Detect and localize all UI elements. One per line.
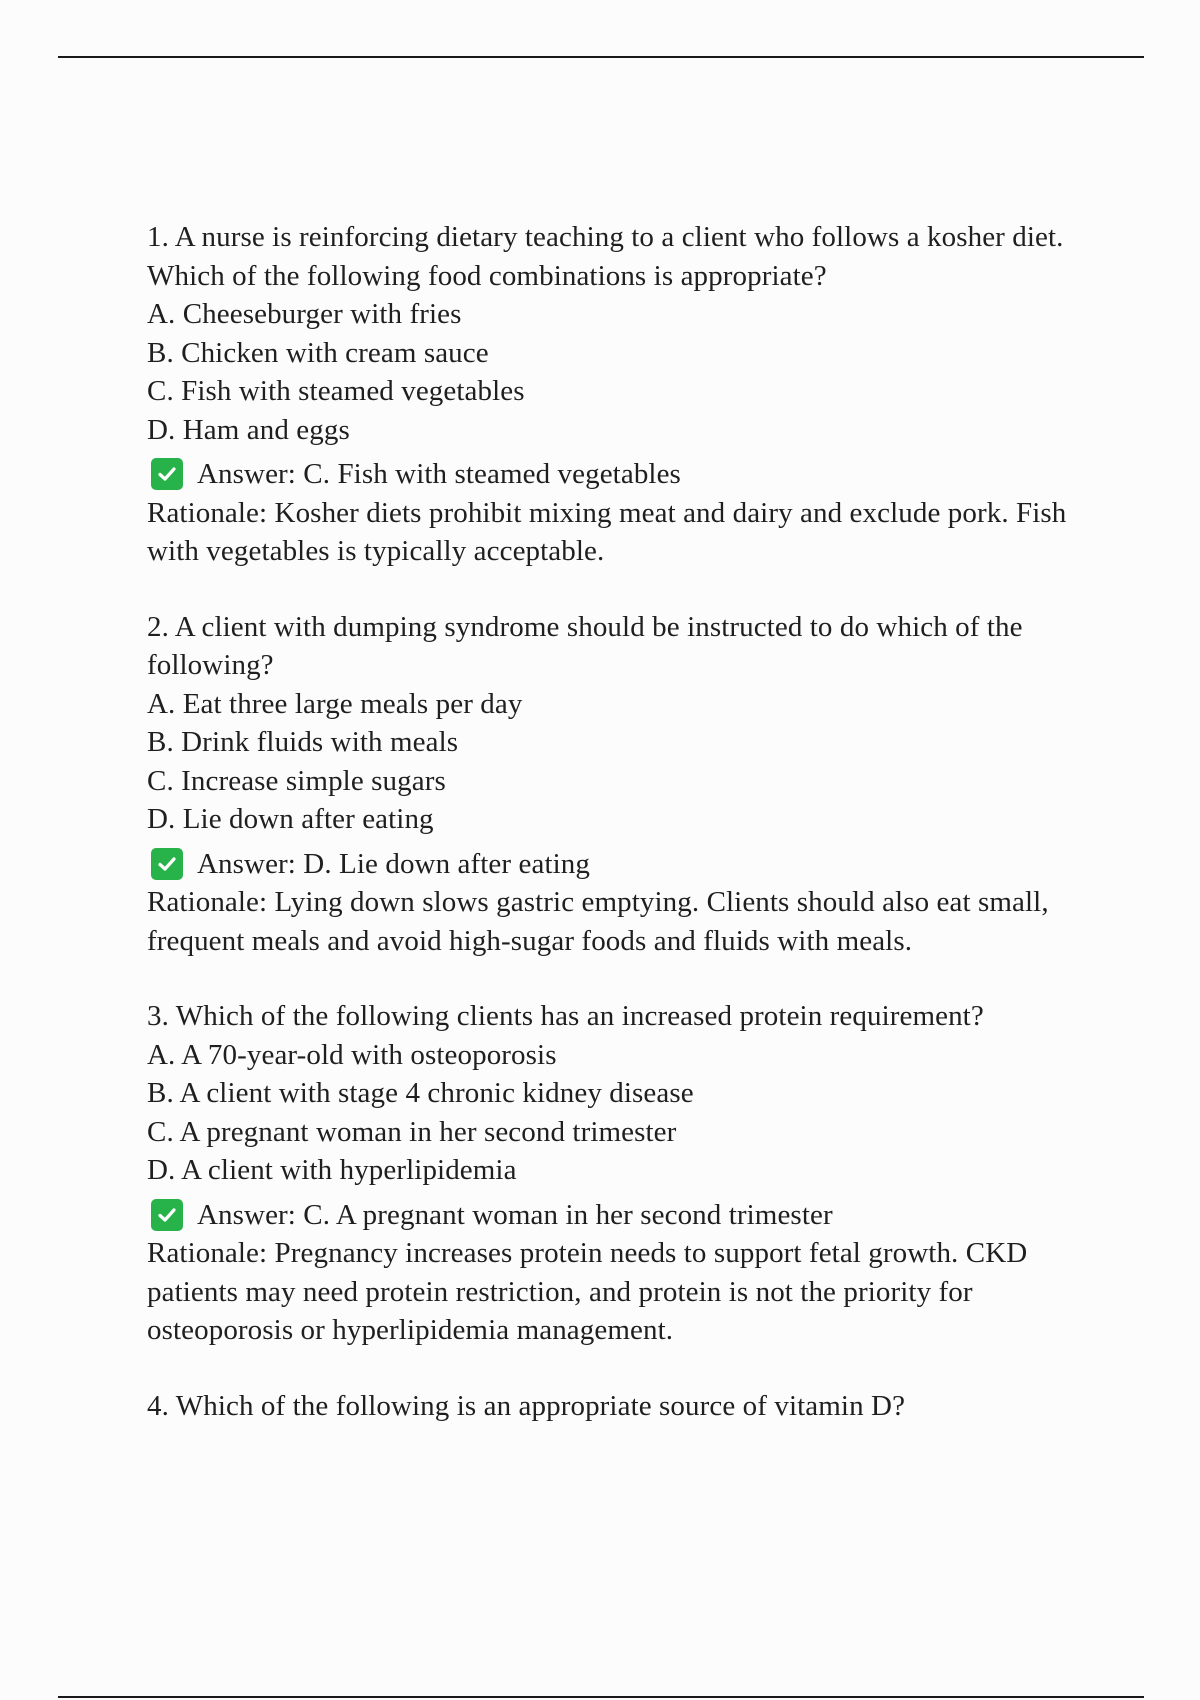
option-b: B. Drink fluids with meals <box>147 726 459 758</box>
rationale: Rationale: Lying down slows gastric emptying. Clients should also eat small, frequent meals and avoid high-sugar foods and fluids with meals. <box>147 886 1049 957</box>
rationale: Rationale: Pregnancy increases protein needs to support fetal growth. CKD patients may need protein restriction, and protein is not the priority for osteoporosis or hyperlipidemia management. <box>147 1237 1028 1346</box>
option-a: A. Cheeseburger with fries <box>147 298 462 330</box>
answer-line <box>147 455 1107 494</box>
check-mark-icon <box>151 458 183 490</box>
option-c: C. A pregnant woman in her second trimester <box>147 1115 677 1148</box>
check-mark-icon <box>151 1199 183 1231</box>
option-c: C. Fish with steamed vegetables <box>147 375 525 407</box>
check-mark-icon <box>151 848 183 880</box>
question-text: 2. A client with dumping syndrome should be instructed to do which of the following? <box>147 610 1023 681</box>
option-c: C. Increase simple sugars <box>147 764 446 797</box>
question-text: 3. Which of the following clients has an increased protein requirement? <box>147 1000 984 1032</box>
answer-text: Answer: C. Fish with steamed vegetables <box>197 458 681 490</box>
bottom-rule <box>58 1696 1144 1698</box>
option-d: D. Ham and eggs <box>147 413 350 446</box>
option-a: A. A 70-year-old with osteoporosis <box>147 1038 557 1071</box>
option-b: B. Chicken with cream sauce <box>147 336 489 369</box>
rationale: Rationale: Kosher diets prohibit mixing meat and dairy and exclude pork. Fish with vegetables is typically acceptable. <box>147 496 1067 567</box>
document-body <box>147 218 1107 1462</box>
answer-text: Answer: D. Lie down after eating <box>197 847 590 880</box>
top-rule <box>58 56 1144 58</box>
option-b: B. A client with stage 4 chronic kidney disease <box>147 1077 694 1109</box>
option-a: A. Eat three large meals per day <box>147 687 523 720</box>
answer-line <box>147 845 1107 884</box>
option-d: D. A client with hyperlipidemia <box>147 1154 517 1186</box>
question-3 <box>147 997 1107 1350</box>
question-text: 4. Which of the following is an appropriate source of vitamin D? <box>147 1389 906 1422</box>
question-4 <box>147 1387 1107 1426</box>
question-1 <box>147 218 1107 571</box>
option-d: D. Lie down after eating <box>147 803 434 835</box>
answer-line <box>147 1196 1107 1235</box>
answer-text: Answer: C. A pregnant woman in her second trimester <box>197 1198 833 1231</box>
question-2 <box>147 608 1107 961</box>
question-text: 1. A nurse is reinforcing dietary teaching to a client who follows a kosher diet. Which of the following food combinations is appropriate? <box>147 221 1064 292</box>
